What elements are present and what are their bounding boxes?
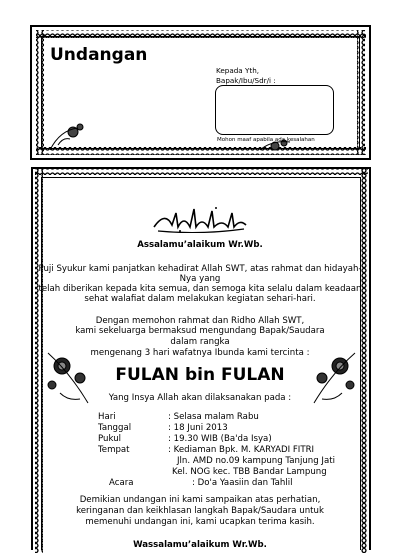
detail-label-pukul: Pukul	[98, 434, 122, 444]
detail-value-hari: : Selasa malam Rabu	[168, 412, 259, 422]
paragraph-1-line-4: sehat walafiat dalam melakukan kegiatan sehari-hari.	[84, 294, 316, 304]
apology-note: Mohon maaf apabila ada kesalahan	[217, 137, 315, 143]
detail-value-acara: : Do'a Yaasiin dan Tahlil	[192, 478, 293, 488]
paragraph-1-line-1: Puji Syukur kami panjatkan kehadirat Allah SWT, atas rahmat dan hidayah-	[38, 264, 362, 274]
recipient-label	[216, 66, 276, 86]
detail-value-tempat: : Kediaman Bpk. M. KARYADI FITRI	[168, 445, 315, 455]
detail-value-tanggal: : 18 Juni 2013	[168, 423, 228, 433]
address-line-3: Kel. NOG kec. TBB Bandar Lampung	[172, 467, 327, 477]
paragraph-2-line-2: kami sekeluarga bermaksud mengundang Bapak/Saudara	[75, 326, 325, 336]
detail-label-hari: Hari	[98, 412, 116, 422]
recipient-line-1: Kepada Yth,	[216, 66, 260, 75]
detail-label-tempat: Tempat	[98, 445, 130, 455]
paragraph-2-line-1: Dengan memohon rahmat dan Ridho Allah SWT,	[95, 316, 305, 326]
recipient-line-2: Bapak/Ibu/Sdr/i :	[216, 76, 276, 85]
event-intro: Yang Insya Allah akan dilaksanakan pada :	[108, 393, 292, 403]
detail-label-acara: Acara	[109, 478, 134, 488]
closing-line-2: keringanan dan keikhlasan langkah Bapak/Saudara untuk	[76, 506, 324, 516]
envelope-chain-border	[0, 0, 400, 170]
paragraph-2-line-3: dalam rangka	[170, 337, 230, 347]
closing-greeting: Wassalamu’alaikum Wr.Wb.	[133, 540, 267, 550]
paragraph-1-line-2: Nya yang	[179, 274, 221, 284]
envelope-title: Undangan	[50, 45, 148, 65]
closing-line-3: memenuhi undangan ini, kami ucapkan terima kasih.	[85, 517, 315, 527]
bismillah-calligraphy	[150, 205, 250, 233]
detail-label-tanggal: Tanggal	[98, 423, 132, 433]
deceased-name: FULAN bin FULAN	[115, 365, 285, 385]
closing-line-1: Demikian undangan ini kami sampaikan atas perhatian,	[79, 495, 321, 505]
recipient-name-box	[215, 85, 334, 135]
address-line-2: Jln. AMD no.09 kampung Tanjung Jati	[177, 456, 335, 466]
paragraph-1-line-3: telah diberikan kepada kita semua, dan semoga kita selalu dalam keadaan	[38, 284, 362, 294]
paragraph-2-line-4: mengenang 3 hari wafatnya Ibunda kami tercinta :	[90, 348, 310, 358]
detail-value-pukul: : 19.30 WIB (Ba'da Isya)	[168, 434, 272, 444]
opening-greeting: Assalamu’alaikum Wr.Wb.	[137, 240, 263, 250]
